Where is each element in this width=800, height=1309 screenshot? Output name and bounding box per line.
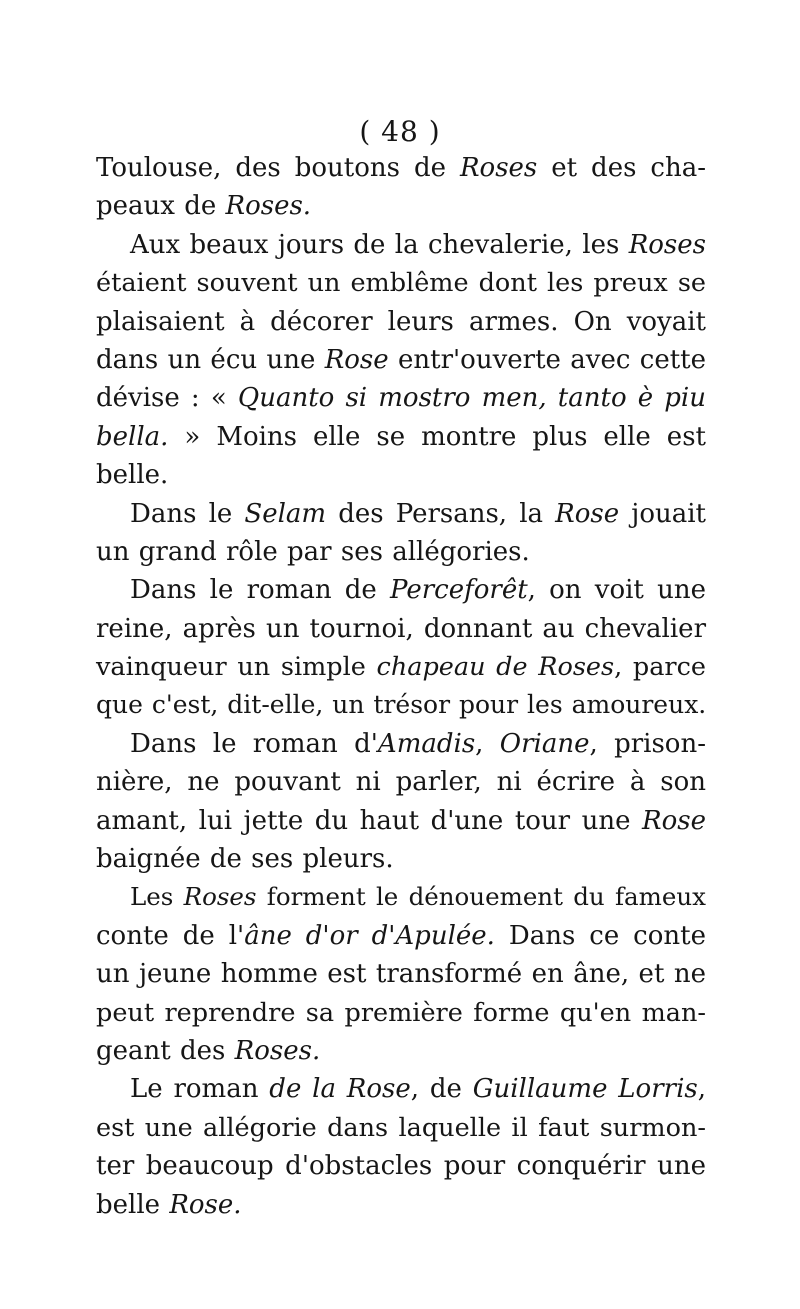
text-run: » Moins elle se montre plus elle est [168,421,706,452]
text-run: Les [130,882,184,912]
text-run: un jeune homme est transformé en âne, et ne [96,959,706,990]
text-run: plaisaient à décorer leurs armes. On voyait [96,306,706,337]
text-run: Aux beaux jours de la chevalerie, les [130,229,629,260]
text-run: Dans le roman de [130,575,391,606]
text-run: dans un écu une [96,344,325,375]
text-run: amant, lui jette du haut d'une tour une [96,805,643,836]
text-run: étaient souvent un emblême dont les preux se [96,268,706,299]
text-run: , de [410,1074,473,1105]
text-line [96,533,706,571]
text-run: belle [96,1189,170,1220]
text-line [96,303,706,341]
text-run: forment le dénouement du fameux [256,882,706,912]
text-run: est une allégorie dans laquelle il faut surmon- [96,1112,706,1143]
text-line [96,1147,706,1185]
text-line [96,763,706,801]
text-run: entr'ouverte avec cette [388,344,706,375]
text-line [96,725,706,763]
text-line [96,994,706,1032]
italic-text: Roses. [234,1035,321,1066]
text-line [96,341,706,379]
italic-text: bella. [96,421,169,452]
text-run: , on voit une [527,575,706,606]
text-run: Dans le [130,498,245,529]
text-line [96,1109,706,1147]
body-text [96,149,706,1224]
text-run: Dans le roman d' [130,728,378,759]
text-line [96,878,706,916]
italic-text: Oriane [499,728,590,759]
text-line [96,802,706,840]
italic-text: Rose [555,498,620,529]
text-line [96,187,706,225]
text-run: , [697,1074,706,1105]
text-run: Dans ce conte [494,920,706,951]
text-run: que c'est, dit-elle, un trésor pour les amoureux. [96,690,707,720]
text-line [96,379,706,417]
text-line [96,418,706,456]
italic-text: de la Rose [269,1074,411,1105]
page-number: ( 48 ) [359,115,441,148]
italic-text: chapeau de Roses [376,652,615,683]
text-run: nière, ne pouvant ni parler, ni écrire à son [96,767,706,798]
text-run: peut reprendre sa première forme qu'en man- [96,997,706,1028]
italic-text: Perceforêt [390,575,528,606]
text-line [96,456,706,494]
text-run: Toulouse, des boutons de [96,153,460,183]
text-run: , parce [614,652,706,683]
italic-text: Rose. [169,1189,242,1220]
italic-text: Selam [244,498,327,529]
italic-text: Roses. [225,191,312,222]
text-line [96,955,706,993]
text-line [96,840,706,878]
italic-text: Roses [628,229,706,260]
italic-text: Rose [642,805,706,836]
text-run: Le roman [130,1074,270,1105]
italic-text: Amadis [377,728,476,759]
text-run: , prison- [589,728,706,759]
text-line [96,149,706,187]
text-run: vainqueur un simple [96,652,377,683]
text-run: ter beaucoup d'obstacles pour conquérir une [96,1151,706,1182]
italic-text: Rose [324,344,389,375]
italic-text: Quanto si mostro men, tanto è piu [237,383,706,414]
text-run: jouait [619,498,707,529]
text-line [96,1070,706,1108]
text-run: et des cha- [537,153,706,183]
text-line [96,1032,706,1070]
text-run: , [475,728,500,759]
text-run: conte de l' [96,920,245,951]
italic-text: Guillaume Lorris [472,1074,698,1105]
italic-text: Roses [183,882,257,912]
text-run: belle. [96,460,169,491]
text-line [96,686,706,724]
text-run: baignée de ses pleurs. [96,844,394,875]
text-run: dévise : « [96,383,238,414]
text-run: un grand rôle par ses allégories. [96,536,530,567]
text-line [96,648,706,686]
text-line [96,264,706,302]
text-run: peaux de [96,191,226,222]
text-line [96,1186,706,1224]
text-run: geant des [96,1035,235,1066]
text-run: des Persans, la [326,498,556,529]
text-line [96,226,706,264]
text-line [96,571,706,609]
text-line [96,610,706,648]
italic-text: âne d'or d'Apulée. [244,920,495,951]
italic-text: Roses [459,153,538,183]
text-line [96,495,706,533]
text-line [96,917,706,955]
text-run: reine, après un tournoi, donnant au chevalier [96,613,706,644]
